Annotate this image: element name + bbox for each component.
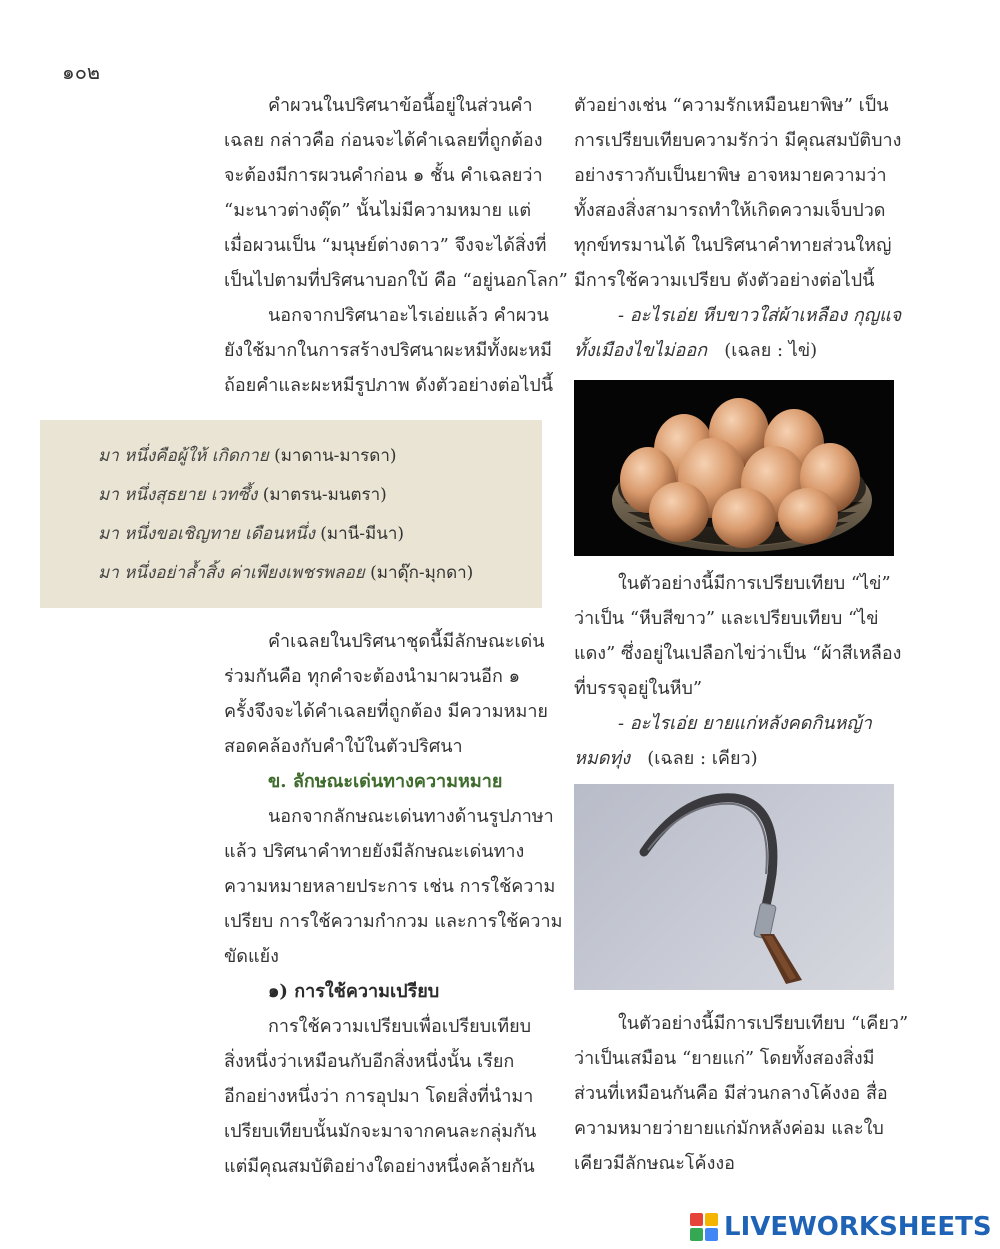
text-line: แดง” ซึ่งอยู่ในเปลือกไข่ว่าเป็น “ผ้าสีเหลือง — [574, 643, 902, 664]
text-line: ทั้งสองสิ่งสามารถทำให้เกิดความเจ็บปวด — [574, 200, 886, 221]
text-line: สอดคล้องกับคำใบ้ในตัวปริศนา — [224, 736, 463, 757]
text-line: ในตัวอย่างนี้มีการเปรียบเทียบ “ไข่” — [618, 573, 891, 594]
text-line: ที่บรรจุอยู่ในหีบ” — [574, 678, 703, 699]
riddle-script: มา หนึ่งอย่าล้ำสิ้ง ค่าเพียงเพชรพลอย — [98, 563, 365, 583]
subsection-heading: ๑) การใช้ความเปรียบ — [268, 981, 440, 1002]
text-line: ถ้อยคำและผะหมีรูปภาพ ดังตัวอย่างต่อไปนี้ — [224, 375, 554, 396]
text-line: เมื่อผวนเป็น “มนุษย์ต่างดาว” จึงจะได้สิ่งที่ — [224, 235, 547, 256]
sickle-photo — [574, 784, 894, 990]
text-line: ยังใช้มากในการสร้างปริศนาผะหมีทั้งผะหมี — [224, 340, 553, 361]
text-line: มีการใช้ความเปรียบ ดังตัวอย่างต่อไปนี้ — [574, 270, 875, 291]
text-line: แล้ว ปริศนาคำทายยังมีลักษณะเด่นทาง — [224, 841, 525, 862]
right-column-bottom — [574, 1006, 909, 1181]
right-column-middle — [574, 566, 902, 776]
text-line: คำผวนในปริศนาข้อนี้อยู่ในส่วนคำ — [268, 95, 533, 116]
text-line: สิ่งหนึ่งว่าเหมือนกับอีกสิ่งหนึ่งนั้น เรียก — [224, 1051, 515, 1072]
text-line: คำเฉลยในปริศนาชุดนี้มีลักษณะเด่น — [268, 631, 545, 652]
riddle-example-end — [574, 333, 894, 368]
text-line: แต่มีคุณสมบัติอย่างใดอย่างหนึ่งคล้ายกัน — [224, 1156, 535, 1177]
riddle-script: มา หนึ่งคือผู้ให้ เกิดกาย — [98, 446, 269, 466]
riddle-example: - อะไรเอ่ย ยายแก่หลังคดกินหญ้า — [618, 713, 872, 734]
riddle-answer: (มาดุ๊ก-มุกดา) — [370, 563, 474, 583]
text-line: ว่าเป็นเสมือน “ยายแก่” โดยทั้งสองสิ่งมี — [574, 1048, 875, 1069]
riddle-text: หมดทุ่ง — [574, 748, 631, 769]
text-line: เฉลย กล่าวคือ ก่อนจะได้คำเฉลยที่ถูกต้อง — [224, 130, 543, 151]
text-line: เปรียบ การใช้ความกำกวม และการใช้ความ — [224, 911, 563, 932]
text-line: ตัวอย่างเช่น “ความรักเหมือนยาพิษ” เป็น — [574, 95, 889, 116]
left-column-bottom — [224, 624, 563, 1184]
riddle-script: มา หนึ่งสุธยาย เวทซึ้ง — [98, 485, 258, 505]
riddle-line — [98, 520, 404, 547]
text-line: ว่าเป็น “หีบสีขาว” และเปรียบเทียบ “ไข่ — [574, 608, 879, 629]
logo-icon — [690, 1213, 718, 1241]
text-line: ความหมายว่ายายแก่มักหลังค่อม และใบ — [574, 1118, 884, 1139]
right-column-top — [574, 88, 902, 368]
text-line: เป็นไปตามที่ปริศนาบอกใบ้ คือ “อยู่นอกโลก” — [224, 270, 568, 291]
text-line: ขัดแย้ง — [224, 946, 279, 967]
riddle-line — [98, 481, 387, 508]
section-heading: ข. ลักษณะเด่นทางความหมาย — [268, 771, 503, 792]
eggs-illustration — [574, 380, 894, 556]
riddle-answer: (มาดาน-มารดา) — [274, 446, 397, 466]
riddle-text: ทั้งเมืองไขไม่ออก — [574, 340, 708, 361]
text-line: อย่างราวกับเป็นยาพิษ อาจหมายความว่า — [574, 165, 887, 186]
left-column-top — [224, 88, 568, 403]
eggs-basket-photo — [574, 380, 894, 556]
text-line: การใช้ความเปรียบเพื่อเปรียบเทียบ — [268, 1016, 532, 1037]
logo-square-blue — [705, 1228, 718, 1241]
riddle-answer: (มาตรน-มนตรา) — [262, 485, 387, 505]
text-line: ความหมายหลายประการ เช่น การใช้ความ — [224, 876, 556, 897]
riddle-script: มา หนึ่งขอเชิญทาย เดือนหนึ่ง — [98, 524, 315, 544]
sickle-illustration — [574, 784, 894, 990]
text-line: “มะนาวต่างดุ๊ด” นั้นไม่มีความหมาย แต่ — [224, 200, 532, 221]
riddle-answer: (เฉลย : ไข่) — [724, 340, 818, 361]
riddle-line — [98, 559, 473, 586]
text-line: ส่วนที่เหมือนกันคือ มีส่วนกลางโค้งงอ สื่อ — [574, 1083, 888, 1104]
riddle-answer: (เฉลย : เคียว) — [647, 748, 758, 769]
text-line: เคียวมีลักษณะโค้งงอ — [574, 1153, 735, 1174]
riddle-line — [98, 442, 397, 469]
liveworksheets-logo[interactable] — [690, 1210, 992, 1244]
riddle-example: - อะไรเอ่ย หีบขาวใส่ผ้าเหลือง กุญแจ — [618, 305, 902, 326]
logo-square-red — [690, 1213, 703, 1226]
riddle-example-end — [574, 741, 894, 776]
text-line: ครั้งจึงจะได้คำเฉลยที่ถูกต้อง มีความหมาย — [224, 701, 548, 722]
text-line: นอกจากลักษณะเด่นทางด้านรูปภาษา — [268, 806, 554, 827]
text-line: ทุกข์ทรมานได้ ในปริศนาคำทายส่วนใหญ่ — [574, 235, 892, 256]
page-number: ๑๐๒ — [62, 60, 101, 84]
text-line: จะต้องมีการผวนคำก่อน ๑ ชั้น คำเฉลยว่า — [224, 165, 543, 186]
text-line: ในตัวอย่างนี้มีการเปรียบเทียบ “เคียว” — [618, 1013, 909, 1034]
text-line: การเปรียบเทียบความรักว่า มีคุณสมบัติบาง — [574, 130, 902, 151]
logo-text: LIVEWORKSHEETS — [724, 1212, 992, 1242]
text-line: อีกอย่างหนึ่งว่า การอุปมา โดยสิ่งที่นำมา — [224, 1086, 534, 1107]
text-line: ร่วมกันคือ ทุกคำจะต้องนำมาผวนอีก ๑ — [224, 666, 521, 687]
riddle-box — [40, 420, 542, 608]
logo-square-green — [690, 1228, 703, 1241]
text-line: นอกจากปริศนาอะไรเอ่ยแล้ว คำผวน — [268, 305, 549, 326]
text-line: เปรียบเทียบนั้นมักจะมาจากคนละกลุ่มกัน — [224, 1121, 537, 1142]
riddle-answer: (มานี-มีนา) — [320, 524, 405, 544]
logo-square-yellow — [705, 1213, 718, 1226]
